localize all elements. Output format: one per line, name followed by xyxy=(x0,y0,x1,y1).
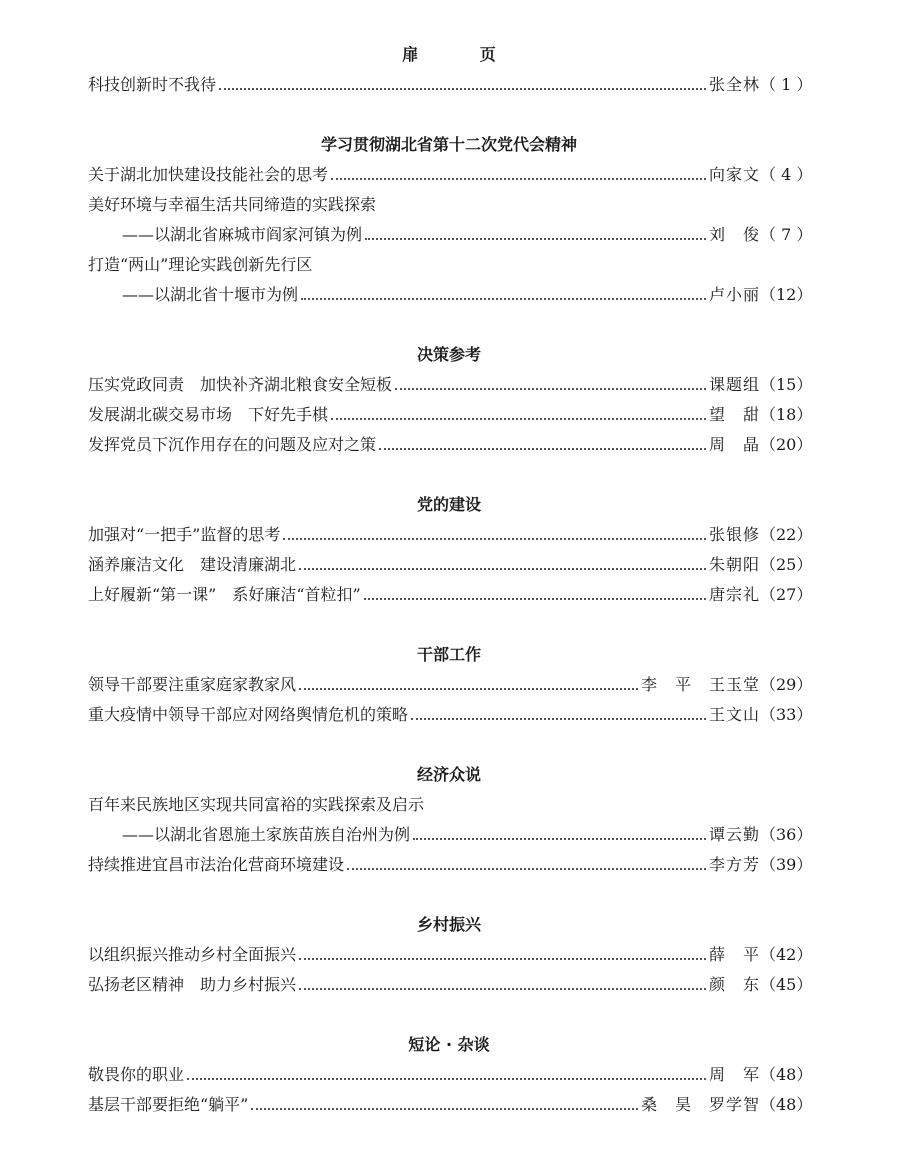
entry-author: 李 平 王玉堂 xyxy=(640,675,760,694)
entry-page: （22） xyxy=(760,525,813,544)
entry-title: 美好环境与幸福生活共同缔造的实践探索 xyxy=(88,195,377,214)
leader-dots xyxy=(299,957,706,960)
entry-page: （27） xyxy=(760,585,813,604)
entry-title: 基层干部要拒绝“躺平” xyxy=(88,1095,249,1114)
entry-author: 桑 昊 罗学智 xyxy=(640,1095,760,1114)
leader-dots xyxy=(299,987,706,990)
toc-entry[interactable] xyxy=(88,580,813,610)
toc-entry[interactable] xyxy=(88,520,813,550)
entry-author: 张银修 xyxy=(708,525,760,544)
toc-entry[interactable] xyxy=(88,1060,813,1090)
toc-entry-heading[interactable] xyxy=(88,250,810,280)
entry-title: 领导干部要注重家庭家教家风 xyxy=(88,675,297,694)
leader-dots xyxy=(299,687,638,690)
leader-dots xyxy=(219,87,706,90)
entry-title: 敬畏你的职业 xyxy=(88,1065,185,1084)
leader-dots xyxy=(331,177,706,180)
entry-title: 弘扬老区精神 助力乡村振兴 xyxy=(88,975,297,994)
section-gap xyxy=(88,310,810,340)
leader-dots xyxy=(379,447,706,450)
toc-entry[interactable] xyxy=(88,670,813,700)
entry-author: 李方芳 xyxy=(708,855,760,874)
entry-page: （12） xyxy=(760,285,813,304)
section-title-feiye: 扉 页 xyxy=(402,45,524,64)
leader-dots xyxy=(395,387,706,390)
entry-subtitle: ——以湖北省麻城市阎家河镇为例 xyxy=(122,225,363,244)
section-title-study: 学习贯彻湖北省第十二次党代会精神 xyxy=(320,135,577,154)
entry-page: （15） xyxy=(760,375,813,394)
entry-subtitle: ——以湖北省恩施土家族苗族自治州为例 xyxy=(122,825,411,844)
section-gap xyxy=(88,1000,810,1030)
section-title-rural: 乡村振兴 xyxy=(416,915,481,934)
toc-entry[interactable] xyxy=(88,400,813,430)
toc-entry[interactable] xyxy=(88,430,813,460)
toc-entry-subtitle[interactable] xyxy=(88,280,813,310)
entry-title: 重大疫情中领导干部应对网络舆情危机的策略 xyxy=(88,705,409,724)
leader-dots xyxy=(413,837,706,840)
entry-page: （20） xyxy=(760,435,813,454)
toc-entry-heading[interactable] xyxy=(88,790,810,820)
entry-title: 发挥党员下沉作用存在的问题及应对之策 xyxy=(88,435,377,454)
toc-entry-heading[interactable] xyxy=(88,190,810,220)
entry-author: 王文山 xyxy=(708,705,760,724)
leader-dots xyxy=(331,417,706,420)
entry-title: 以组织振兴推动乡村全面振兴 xyxy=(88,945,297,964)
leader-dots xyxy=(347,867,706,870)
toc-entry[interactable] xyxy=(88,940,813,970)
entry-author: 唐宗礼 xyxy=(708,585,760,604)
toc-entry[interactable] xyxy=(88,70,813,100)
section-gap xyxy=(88,610,810,640)
leader-dots xyxy=(283,537,706,540)
entry-title: 发展湖北碳交易市场 下好先手棋 xyxy=(88,405,329,424)
entry-title: 持续推进宜昌市法治化营商环境建设 xyxy=(88,855,345,874)
section-gap xyxy=(88,460,810,490)
entry-page: （25） xyxy=(760,555,813,574)
entry-author: 周 军 xyxy=(708,1065,760,1084)
entry-page: （42） xyxy=(760,945,813,964)
toc-entry[interactable] xyxy=(88,370,813,400)
table-of-contents xyxy=(88,40,813,1120)
section-gap xyxy=(88,880,810,910)
entry-author: 薛 平 xyxy=(708,945,760,964)
entry-author: 朱朝阳 xyxy=(708,555,760,574)
entry-author: 课题组 xyxy=(708,375,760,394)
entry-title: 压实党政同责 加快补齐湖北粮食安全短板 xyxy=(88,375,393,394)
entry-page: （45） xyxy=(760,975,813,994)
entry-page: （36） xyxy=(760,825,813,844)
leader-dots xyxy=(187,1077,706,1080)
toc-entry[interactable] xyxy=(88,160,813,190)
entry-title: 加强对“一把手”监督的思考 xyxy=(88,525,281,544)
toc-entry[interactable] xyxy=(88,550,813,580)
section-title-economy: 经济众说 xyxy=(416,765,481,784)
toc-entry[interactable] xyxy=(88,850,813,880)
entry-author: 望 甜 xyxy=(708,405,760,424)
entry-page: （29） xyxy=(760,675,813,694)
entry-author: 谭云勤 xyxy=(708,825,760,844)
entry-page: （39） xyxy=(760,855,813,874)
entry-page: （ 7 ） xyxy=(760,225,813,244)
entry-page: （33） xyxy=(760,705,813,724)
toc-entry[interactable] xyxy=(88,700,813,730)
entry-author: 向家文 xyxy=(708,165,760,184)
section-title-cadre: 干部工作 xyxy=(416,645,481,664)
entry-author: 周 晶 xyxy=(708,435,760,454)
toc-entry[interactable] xyxy=(88,1090,813,1120)
entry-title: 关于湖北加快建设技能社会的思考 xyxy=(88,165,329,184)
entry-author: 刘 俊 xyxy=(708,225,760,244)
entry-page: （ 1 ） xyxy=(760,75,813,94)
toc-entry-subtitle[interactable] xyxy=(88,220,813,250)
leader-dots xyxy=(364,597,706,600)
toc-entry-subtitle[interactable] xyxy=(88,820,813,850)
entry-author: 卢小丽 xyxy=(708,285,760,304)
entry-page: （48） xyxy=(760,1065,813,1084)
leader-dots xyxy=(251,1107,638,1110)
entry-title: 科技创新时不我待 xyxy=(88,75,217,94)
section-title-commentary: 短论 · 杂谈 xyxy=(408,1035,490,1054)
section-gap xyxy=(88,100,810,130)
leader-dots xyxy=(365,237,706,240)
leader-dots xyxy=(299,567,706,570)
entry-page: （18） xyxy=(760,405,813,424)
entry-title: 涵养廉洁文化 建设清廉湖北 xyxy=(88,555,297,574)
leader-dots xyxy=(411,717,706,720)
section-gap xyxy=(88,730,810,760)
entry-title: 上好履新“第一课” 系好廉洁“首粒扣” xyxy=(88,585,361,604)
entry-page: （48） xyxy=(760,1095,813,1114)
entry-author: 张全林 xyxy=(708,75,760,94)
leader-dots xyxy=(301,297,706,300)
entry-page: （ 4 ） xyxy=(760,165,813,184)
section-title-party: 党的建设 xyxy=(416,495,481,514)
entry-author: 颜 东 xyxy=(708,975,760,994)
entry-title: 打造“两山”理论实践创新先行区 xyxy=(88,255,313,274)
entry-subtitle: ——以湖北省十堰市为例 xyxy=(122,285,299,304)
section-title-decision: 决策参考 xyxy=(416,345,481,364)
toc-entry[interactable] xyxy=(88,970,813,1000)
entry-title: 百年来民族地区实现共同富裕的实践探索及启示 xyxy=(88,795,425,814)
